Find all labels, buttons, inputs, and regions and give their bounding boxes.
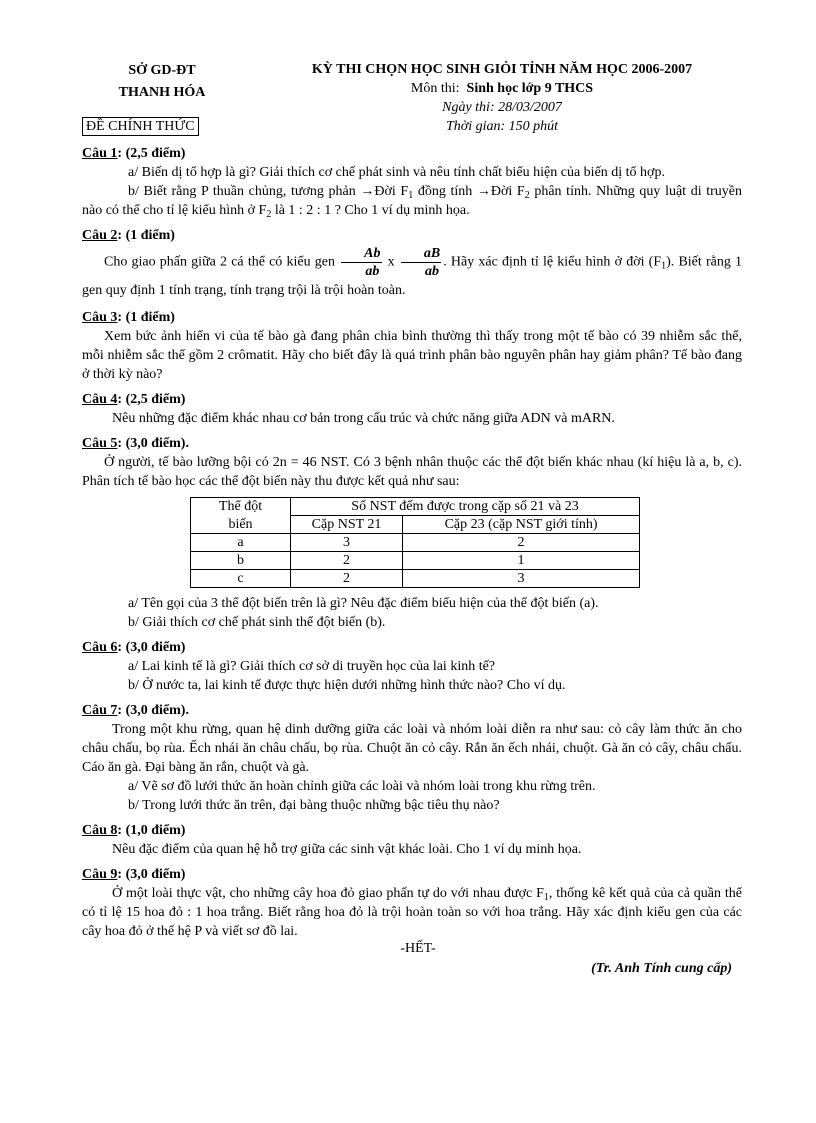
question-1-b: b/ Biết rằng P thuần chủng, tương phản →Đời $F_1$ đồng tính →Đời $F_2$ phân tính. Những quy luật di truyền nào có thể cho tỉ lệ kiểu hình ở $F_2$ là 1 : 2 : 1 ? Cho 1 ví dụ minh họa. — [82, 184, 742, 220]
question-1-a: a/ Biến dị tổ hợp là gì? Giải thích cơ chế phát sinh và nêu tính chất biểu hiện của biến dị tổ hợp. — [128, 165, 665, 180]
exam-info — [252, 60, 752, 136]
table-header-span: Số NST đếm được trong cặp số 21 và 23 — [291, 498, 640, 516]
department-line2: THANH HÓA — [118, 85, 206, 100]
question-5-text: Ở người, tế bào lưỡng bội có 2n = 46 NST. Có 3 bệnh nhân thuộc các thể đột biến khác nhau (kí hiệu là a, b, c). Phân tích tế bào học các thể đột biến này thu được kết quả như sau: — [82, 455, 742, 489]
question-7-a: a/ Vẽ sơ đồ lưới thức ăn hoàn chỉnh giữa các loài và nhóm loài trong khu rừng trên. — [128, 779, 596, 794]
question-5-b: b/ Giải thích cơ chế phát sinh thể đột biến (b). — [128, 615, 386, 630]
question-9-text: Ở một loài thực vật, cho những cây hoa đỏ giao phấn tự do với nhau được $F_1$, thống kê kết quả của cả quần thể có tỉ lệ 15 hoa đỏ : 1 hoa trắng. Biết rằng hoa đỏ là trội hoàn toàn so với hoa trắng. Hãy xác định kiểu gen của các cây hoa đỏ ở thế hệ P và viết sơ đồ lai. — [82, 886, 743, 939]
question-2 — [82, 226, 742, 302]
subject-line — [252, 79, 752, 98]
question-9-title: Câu 9: (3,0 điểm) — [82, 867, 186, 882]
question-6 — [82, 638, 742, 695]
question-3 — [82, 308, 742, 384]
question-6-b: b/ Ở nước ta, lai kinh tế được thực hiện dưới những hình thức nào? Cho ví dụ. — [128, 678, 566, 693]
table-header-mutant-2: biến — [191, 516, 291, 534]
question-1 — [82, 144, 742, 220]
question-9 — [82, 865, 742, 941]
table-row: c 2 3 — [191, 570, 640, 588]
header — [82, 60, 742, 138]
question-8 — [82, 821, 742, 859]
question-2-text: Cho giao phấn giữa 2 cá thể có kiểu gen $\frac{Ab}{ab}$ x $\frac{aB}{ab}$ . Hãy xác định tỉ lệ kiểu hình ở đời $(F_1)$. Biết rằng 1 gen quy định 1 tính trạng, tính trạng trội là trội hoàn toàn. — [82, 246, 743, 298]
table-header-pair23: Cặp 23 (cặp NST giới tính) — [403, 516, 640, 534]
question-1-title: Câu 1: (2,5 điểm) — [82, 146, 186, 161]
exam-title: KỲ THI CHỌN HỌC SINH GIỎI TỈNH NĂM HỌC 2006-2007 — [311, 62, 693, 77]
table-header-mutant: Thể đột — [191, 498, 291, 516]
question-5-title: Câu 5: (3,0 điểm). — [82, 436, 189, 451]
table-header-pair21: Cặp NST 21 — [291, 516, 403, 534]
table-row: a 3 2 — [191, 534, 640, 552]
official-stamp: ĐỀ CHÍNH THỨC — [82, 117, 199, 136]
department-line1: SỞ GD-ĐT — [128, 63, 196, 78]
question-8-text: Nêu đặc điểm của quan hệ hỗ trợ giữa các sinh vật khác loài. Cho 1 ví dụ minh họa. — [112, 842, 582, 857]
question-3-text: Xem bức ảnh hiển vi của tế bào gà đang phân chia bình thường thì thấy trong một tế bào có 39 nhiễm sắc thể, mỗi nhiễm sắc thể gồm 2 crômatit. Hãy cho biết đây là quá trình phân bào nguyên phân hay giảm phân? Tế bào đang ở thời kỳ nào? — [82, 329, 742, 382]
mutation-table — [190, 497, 640, 588]
end-mark: -HẾT- — [400, 941, 436, 956]
question-4-text: Nêu những đặc điểm khác nhau cơ bản trong cấu trúc và chức năng giữa ADN và mARN. — [112, 411, 615, 426]
subject-label: Môn thi: — [410, 81, 460, 96]
subject-value: Sinh học lớp 9 THCS — [466, 81, 594, 96]
genotype-2: $\frac{aB}{ab}$ — [401, 245, 441, 280]
question-7-text: Trong một khu rừng, quan hệ dinh dưỡng giữa các loài và nhóm loài diễn ra như sau: cỏ cây làm thức ăn cho châu chấu, bọ rùa. Ếch nhái ăn châu chấu, bọ rùa. Chuột ăn cỏ cây. Rắn ăn ếch nhái, chuột. Gà ăn cỏ cây, châu chấu. Cáo ăn gà. Đại bàng ăn rắn, chuột và gà. — [82, 722, 742, 775]
arrow-icon: → — [476, 184, 491, 199]
question-7 — [82, 701, 742, 815]
exam-page — [82, 60, 742, 977]
exam-date: Ngày thi: 28/03/2007 — [442, 100, 562, 115]
question-5 — [82, 434, 742, 632]
question-6-a: a/ Lai kinh tế là gì? Giải thích cơ sở di truyền học của lai kinh tế? — [128, 659, 496, 674]
question-7-b: b/ Trong lưới thức ăn trên, đại bàng thuộc những bậc tiêu thụ nào? — [128, 798, 500, 813]
question-4 — [82, 390, 742, 428]
department — [82, 60, 242, 104]
question-7-title: Câu 7: (3,0 điểm). — [82, 703, 189, 718]
exam-duration: Thời gian: 150 phút — [445, 119, 559, 134]
question-4-title: Câu 4: (2,5 điểm) — [82, 392, 186, 407]
table-row: b 2 1 — [191, 552, 640, 570]
genotype-1: $\frac{Ab}{ab}$ — [341, 245, 381, 280]
question-2-title: Câu 2: (1 điểm) — [82, 228, 175, 243]
question-5-a: a/ Tên gọi của 3 thể đột biến trên là gì? Nêu đặc điểm biểu hiện của thể đột biến (a). — [128, 596, 599, 611]
question-8-title: Câu 8: (1,0 điểm) — [82, 823, 186, 838]
question-3-title: Câu 3: (1 điểm) — [82, 310, 175, 325]
arrow-icon: → — [360, 184, 375, 199]
source-credit: (Tr. Anh Tính cung cấp) — [591, 961, 732, 976]
question-6-title: Câu 6: (3,0 điểm) — [82, 640, 186, 655]
